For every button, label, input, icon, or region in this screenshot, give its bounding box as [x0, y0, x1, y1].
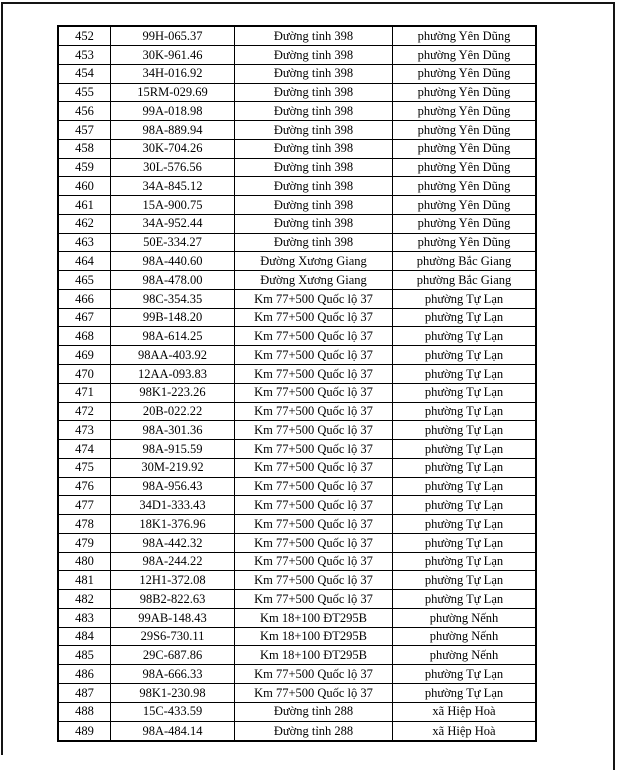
- ward-cell: phường Yên Dũng: [393, 177, 537, 196]
- table-row: [58, 158, 536, 177]
- road-location-cell: Đường Xương Giang: [235, 271, 393, 290]
- plate-number-cell: 34D1-333.43: [111, 496, 235, 515]
- row-number-cell: 484: [58, 627, 111, 646]
- page-edge-border-right: [613, 2, 615, 770]
- road-location-cell: Km 77+500 Quốc lộ 37: [235, 346, 393, 365]
- plate-number-cell: 98A-484.14: [111, 721, 235, 741]
- table-row: [58, 364, 536, 383]
- road-location-cell: Km 77+500 Quốc lộ 37: [235, 477, 393, 496]
- road-location-cell: Km 18+100 ĐT295B: [235, 608, 393, 627]
- table-row: [58, 608, 536, 627]
- table-body: [58, 26, 536, 741]
- table-row: [58, 421, 536, 440]
- table-row: [58, 477, 536, 496]
- table-row: [58, 721, 536, 741]
- row-number-cell: 465: [58, 271, 111, 290]
- road-location-cell: Km 77+500 Quốc lộ 37: [235, 665, 393, 684]
- road-location-cell: Km 77+500 Quốc lộ 37: [235, 590, 393, 609]
- road-location-cell: Đường tỉnh 398: [235, 214, 393, 233]
- plate-number-cell: 98K1-223.26: [111, 383, 235, 402]
- table-row: [58, 346, 536, 365]
- plate-number-cell: 15C-433.59: [111, 702, 235, 721]
- ward-cell: phường Tự Lạn: [393, 383, 537, 402]
- row-number-cell: 455: [58, 83, 111, 102]
- row-number-cell: 457: [58, 121, 111, 140]
- plate-number-cell: 15A-900.75: [111, 196, 235, 215]
- plate-number-cell: 34A-845.12: [111, 177, 235, 196]
- row-number-cell: 482: [58, 590, 111, 609]
- ward-cell: phường Tự Lạn: [393, 552, 537, 571]
- road-location-cell: Đường tỉnh 398: [235, 196, 393, 215]
- ward-cell: phường Tự Lạn: [393, 477, 537, 496]
- table-row: [58, 327, 536, 346]
- plate-number-cell: 98A-915.59: [111, 440, 235, 459]
- plate-number-cell: 98A-666.33: [111, 665, 235, 684]
- row-number-cell: 469: [58, 346, 111, 365]
- road-location-cell: Đường tỉnh 288: [235, 702, 393, 721]
- plate-number-cell: 34A-952.44: [111, 214, 235, 233]
- road-location-cell: Km 77+500 Quốc lộ 37: [235, 552, 393, 571]
- plate-number-cell: 29S6-730.11: [111, 627, 235, 646]
- ward-cell: phường Yên Dũng: [393, 158, 537, 177]
- plate-number-cell: 29C-687.86: [111, 646, 235, 665]
- plate-number-cell: 12AA-093.83: [111, 364, 235, 383]
- row-number-cell: 475: [58, 458, 111, 477]
- ward-cell: phường Tự Lạn: [393, 458, 537, 477]
- row-number-cell: 472: [58, 402, 111, 421]
- table-row: [58, 533, 536, 552]
- table-row: [58, 590, 536, 609]
- ward-cell: phường Tự Lạn: [393, 327, 537, 346]
- table-row: [58, 440, 536, 459]
- ward-cell: xã Hiệp Hoà: [393, 702, 537, 721]
- plate-number-cell: 15RM-029.69: [111, 83, 235, 102]
- table-row: [58, 121, 536, 140]
- ward-cell: phường Tự Lạn: [393, 402, 537, 421]
- ward-cell: xã Hiệp Hoà: [393, 721, 537, 741]
- row-number-cell: 460: [58, 177, 111, 196]
- ward-cell: phường Bắc Giang: [393, 271, 537, 290]
- row-number-cell: 474: [58, 440, 111, 459]
- plate-number-cell: 98A-244.22: [111, 552, 235, 571]
- ward-cell: phường Yên Dũng: [393, 45, 537, 64]
- road-location-cell: Km 77+500 Quốc lộ 37: [235, 327, 393, 346]
- table-row: [58, 496, 536, 515]
- ward-cell: phường Tự Lạn: [393, 533, 537, 552]
- table-row: [58, 665, 536, 684]
- road-location-cell: Km 18+100 ĐT295B: [235, 627, 393, 646]
- plate-number-cell: 30M-219.92: [111, 458, 235, 477]
- ward-cell: phường Yên Dũng: [393, 83, 537, 102]
- plate-number-cell: 50E-334.27: [111, 233, 235, 252]
- table-row: [58, 64, 536, 83]
- ward-cell: phường Nếnh: [393, 646, 537, 665]
- table-row: [58, 571, 536, 590]
- ward-cell: phường Tự Lạn: [393, 684, 537, 703]
- road-location-cell: Đường tỉnh 398: [235, 64, 393, 83]
- row-number-cell: 466: [58, 289, 111, 308]
- ward-cell: phường Tự Lạn: [393, 440, 537, 459]
- ward-cell: phường Tự Lạn: [393, 346, 537, 365]
- road-location-cell: Đường tỉnh 398: [235, 121, 393, 140]
- ward-cell: phường Bắc Giang: [393, 252, 537, 271]
- plate-number-cell: 98A-301.36: [111, 421, 235, 440]
- plate-number-cell: 99A-018.98: [111, 102, 235, 121]
- plate-number-cell: 30K-961.46: [111, 45, 235, 64]
- row-number-cell: 468: [58, 327, 111, 346]
- plate-number-cell: 98A-440.60: [111, 252, 235, 271]
- ward-cell: phường Tự Lạn: [393, 496, 537, 515]
- road-location-cell: Km 77+500 Quốc lộ 37: [235, 440, 393, 459]
- table-row: [58, 383, 536, 402]
- ward-cell: phường Yên Dũng: [393, 233, 537, 252]
- road-location-cell: Đường tỉnh 398: [235, 158, 393, 177]
- ward-cell: phường Nếnh: [393, 608, 537, 627]
- ward-cell: phường Tự Lạn: [393, 308, 537, 327]
- row-number-cell: 489: [58, 721, 111, 741]
- road-location-cell: Km 77+500 Quốc lộ 37: [235, 364, 393, 383]
- row-number-cell: 473: [58, 421, 111, 440]
- ward-cell: phường Yên Dũng: [393, 121, 537, 140]
- row-number-cell: 458: [58, 139, 111, 158]
- row-number-cell: 456: [58, 102, 111, 121]
- road-location-cell: Km 77+500 Quốc lộ 37: [235, 421, 393, 440]
- row-number-cell: 471: [58, 383, 111, 402]
- table-row: [58, 552, 536, 571]
- plate-number-cell: 30K-704.26: [111, 139, 235, 158]
- road-location-cell: Đường tỉnh 398: [235, 139, 393, 158]
- table-row: [58, 139, 536, 158]
- row-number-cell: 463: [58, 233, 111, 252]
- plate-number-cell: 98B2-822.63: [111, 590, 235, 609]
- table-row: [58, 45, 536, 64]
- road-location-cell: Km 77+500 Quốc lộ 37: [235, 383, 393, 402]
- plate-number-cell: 99H-065.37: [111, 26, 235, 45]
- table-row: [58, 233, 536, 252]
- ward-cell: phường Tự Lạn: [393, 515, 537, 534]
- road-location-cell: Km 77+500 Quốc lộ 37: [235, 402, 393, 421]
- road-location-cell: Km 77+500 Quốc lộ 37: [235, 515, 393, 534]
- row-number-cell: 452: [58, 26, 111, 45]
- ward-cell: phường Tự Lạn: [393, 364, 537, 383]
- row-number-cell: 485: [58, 646, 111, 665]
- road-location-cell: Đường tỉnh 398: [235, 45, 393, 64]
- table-row: [58, 289, 536, 308]
- row-number-cell: 464: [58, 252, 111, 271]
- vehicle-plate-table: [57, 25, 537, 742]
- table-row: [58, 515, 536, 534]
- ward-cell: phường Tự Lạn: [393, 590, 537, 609]
- table-row: [58, 102, 536, 121]
- plate-number-cell: 20B-022.22: [111, 402, 235, 421]
- table-row: [58, 458, 536, 477]
- row-number-cell: 459: [58, 158, 111, 177]
- road-location-cell: Km 77+500 Quốc lộ 37: [235, 496, 393, 515]
- road-location-cell: Km 18+100 ĐT295B: [235, 646, 393, 665]
- road-location-cell: Đường tỉnh 398: [235, 177, 393, 196]
- plate-number-cell: 98K1-230.98: [111, 684, 235, 703]
- road-location-cell: Km 77+500 Quốc lộ 37: [235, 684, 393, 703]
- ward-cell: phường Tự Lạn: [393, 665, 537, 684]
- table-row: [58, 702, 536, 721]
- plate-number-cell: 98A-478.00: [111, 271, 235, 290]
- road-location-cell: Km 77+500 Quốc lộ 37: [235, 308, 393, 327]
- table-row: [58, 252, 536, 271]
- ward-cell: phường Tự Lạn: [393, 571, 537, 590]
- table-row: [58, 26, 536, 45]
- plate-number-cell: 12H1-372.08: [111, 571, 235, 590]
- ward-cell: phường Tự Lạn: [393, 421, 537, 440]
- row-number-cell: 461: [58, 196, 111, 215]
- table-row: [58, 196, 536, 215]
- table-row: [58, 402, 536, 421]
- row-number-cell: 453: [58, 45, 111, 64]
- road-location-cell: Đường tỉnh 398: [235, 83, 393, 102]
- row-number-cell: 486: [58, 665, 111, 684]
- ward-cell: phường Yên Dũng: [393, 26, 537, 45]
- road-location-cell: Km 77+500 Quốc lộ 37: [235, 533, 393, 552]
- plate-number-cell: 98C-354.35: [111, 289, 235, 308]
- row-number-cell: 454: [58, 64, 111, 83]
- road-location-cell: Đường tỉnh 398: [235, 102, 393, 121]
- table-row: [58, 684, 536, 703]
- ward-cell: phường Yên Dũng: [393, 139, 537, 158]
- row-number-cell: 477: [58, 496, 111, 515]
- row-number-cell: 481: [58, 571, 111, 590]
- road-location-cell: Km 77+500 Quốc lộ 37: [235, 289, 393, 308]
- plate-number-cell: 98A-889.94: [111, 121, 235, 140]
- ward-cell: phường Yên Dũng: [393, 196, 537, 215]
- plate-number-cell: 30L-576.56: [111, 158, 235, 177]
- road-location-cell: Đường tỉnh 398: [235, 233, 393, 252]
- plate-number-cell: 98A-614.25: [111, 327, 235, 346]
- road-location-cell: Km 77+500 Quốc lộ 37: [235, 571, 393, 590]
- plate-number-cell: 18K1-376.96: [111, 515, 235, 534]
- row-number-cell: 476: [58, 477, 111, 496]
- plate-number-cell: 34H-016.92: [111, 64, 235, 83]
- plate-number-cell: 98A-442.32: [111, 533, 235, 552]
- row-number-cell: 480: [58, 552, 111, 571]
- table-row: [58, 308, 536, 327]
- row-number-cell: 479: [58, 533, 111, 552]
- road-location-cell: Đường tỉnh 398: [235, 26, 393, 45]
- plate-number-cell: 99AB-148.43: [111, 608, 235, 627]
- table-row: [58, 646, 536, 665]
- row-number-cell: 467: [58, 308, 111, 327]
- plate-number-cell: 99B-148.20: [111, 308, 235, 327]
- row-number-cell: 487: [58, 684, 111, 703]
- road-location-cell: Đường tỉnh 288: [235, 721, 393, 741]
- road-location-cell: Km 77+500 Quốc lộ 37: [235, 458, 393, 477]
- ward-cell: phường Tự Lạn: [393, 289, 537, 308]
- table-row: [58, 177, 536, 196]
- ward-cell: phường Yên Dũng: [393, 214, 537, 233]
- ward-cell: phường Yên Dũng: [393, 64, 537, 83]
- row-number-cell: 488: [58, 702, 111, 721]
- table-row: [58, 214, 536, 233]
- row-number-cell: 478: [58, 515, 111, 534]
- road-location-cell: Đường Xương Giang: [235, 252, 393, 271]
- table-row: [58, 83, 536, 102]
- row-number-cell: 462: [58, 214, 111, 233]
- row-number-cell: 483: [58, 608, 111, 627]
- table-row: [58, 271, 536, 290]
- table-row: [58, 627, 536, 646]
- plate-number-cell: 98AA-403.92: [111, 346, 235, 365]
- row-number-cell: 470: [58, 364, 111, 383]
- ward-cell: phường Nếnh: [393, 627, 537, 646]
- ward-cell: phường Yên Dũng: [393, 102, 537, 121]
- plate-number-cell: 98A-956.43: [111, 477, 235, 496]
